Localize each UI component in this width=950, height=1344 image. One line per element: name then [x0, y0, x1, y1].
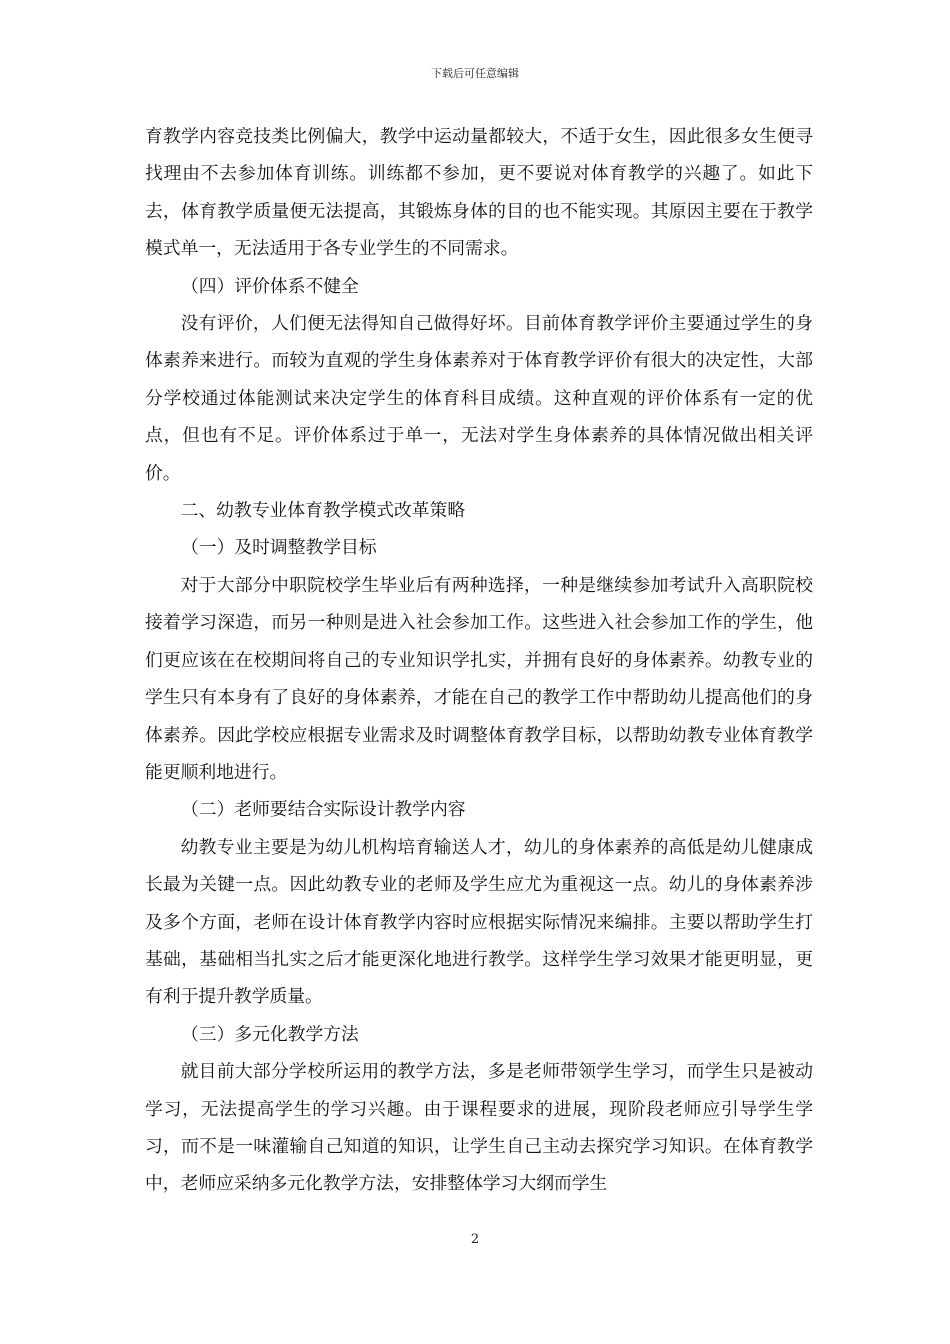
- page-number: 2: [470, 1232, 480, 1247]
- paragraph: 对于大部分中职院校学生毕业后有两种选择，一种是继续参加考试升入高职院校接着学习深造，而另一种则是进入社会参加工作。这些进入社会参加工作的学生，他们更应该在在校期间将自己的专业知识学扎实，并拥有良好的身体素养。幼教专业的学生只有本身有了良好的身体素养，才能在自己的教学工作中帮助幼儿提高他们的身体素养。因此学校应根据专业需求及时调整体育教学目标，以帮助幼教专业体育教学能更顺利地进行。: [145, 574, 813, 783]
- section-heading: （三）多元化教学方法: [181, 1023, 359, 1045]
- chapter-heading: 二、幼教专业体育教学模式改革策略: [180, 500, 466, 522]
- paragraph: 就目前大部分学校所运用的教学方法，多是老师带领学生学习，而学生只是被动学习，无法提高学生的学习兴趣。由于课程要求的进展，现阶段老师应引导学生学习，而不是一味灌输自己知道的知识，让学生自己主动去探究学习知识。在体育教学中，老师应采纳多元化教学方法，安排整体学习大纲而学生: [145, 1061, 813, 1195]
- paragraph: 幼教专业主要是为幼儿机构培育输送人才，幼儿的身体素养的高低是幼儿健康成长最为关键一点。因此幼教专业的老师及学生应尤为重视这一点。幼儿的身体素养涉及多个方面，老师在设计体育教学内容时应根据实际情况来编排。主要以帮助学生打基础，基础相当扎实之后才能更深化地进行教学。这样学生学习效果才能更明显，更有利于提升教学质量。: [145, 836, 813, 1008]
- section-heading: （四）评价体系不健全: [181, 275, 359, 297]
- paragraph: 没有评价，人们便无法得知自己做得好坏。目前体育教学评价主要通过学生的身体素养来进行。而较为直观的学生身体素养对于体育教学评价有很大的决定性，大部分学校通过体能测试来决定学生的体育科目成绩。这种直观的评价体系有一定的优点，但也有不足。评价体系过于单一，无法对学生身体素养的具体情况做出相关评价。: [145, 313, 813, 484]
- body-text: [145, 118, 813, 1203]
- page-header: 下载后可任意编辑: [431, 67, 519, 80]
- section-heading: （一）及时调整教学目标: [181, 537, 377, 559]
- paragraph: 育教学内容竞技类比例偏大，教学中运动量都较大，不适于女生，因此很多女生便寻找理由不去参加体育训练。训练都不参加，更不要说对体育教学的兴趣了。如此下去，体育教学质量便无法提高，其锻炼身体的目的也不能实现。其原因主要在于教学模式单一，无法适用于各专业学生的不同需求。: [145, 126, 813, 260]
- section-heading: （二）老师要结合实际设计教学内容: [181, 799, 466, 821]
